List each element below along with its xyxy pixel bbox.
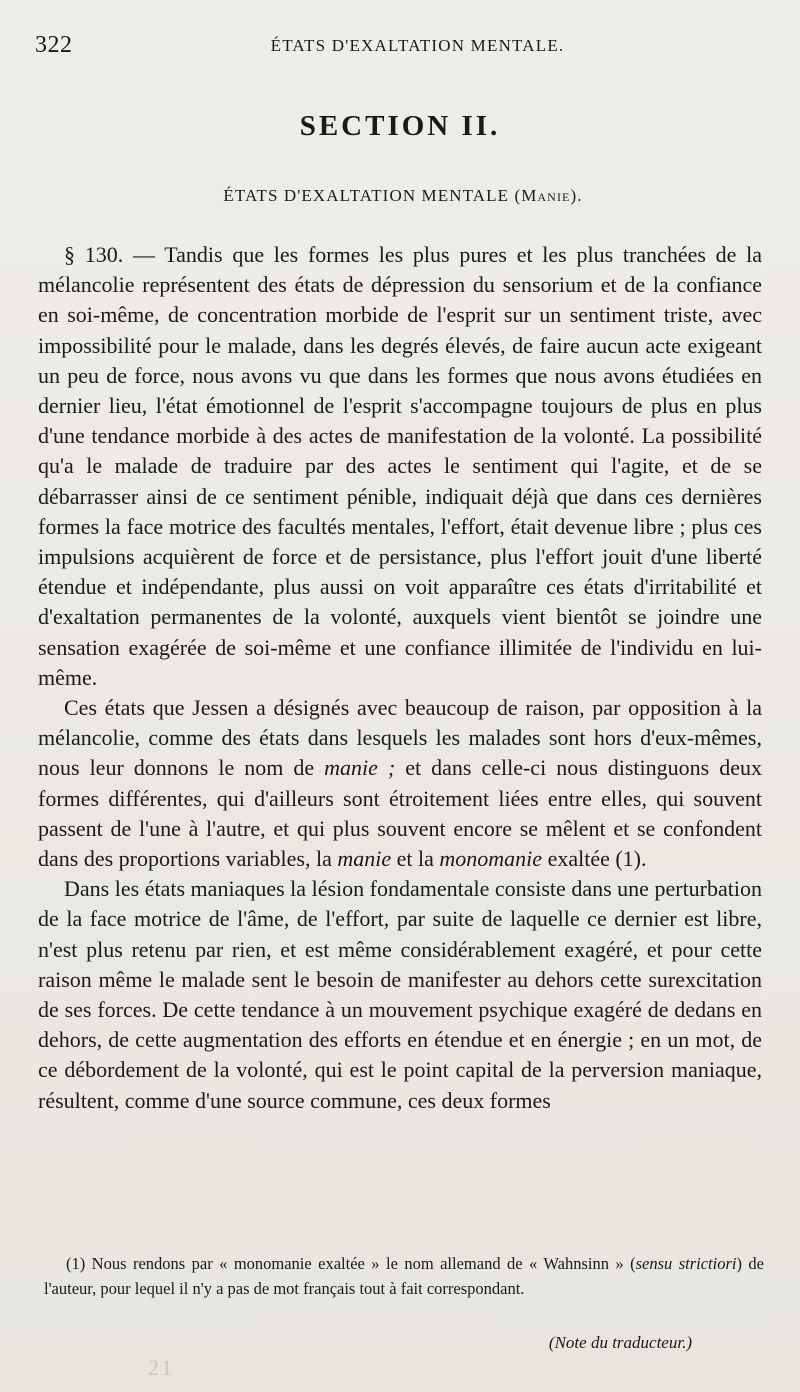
body-text: [38, 240, 762, 1116]
text-run: et la: [391, 846, 440, 872]
paragraph: [38, 874, 762, 1116]
text-run: § 130. — Tandis que les formes les plus pures et les plus tranchées de la mélancolie représentent des états de dépression du sensorium et de la confiance en soi-même, de concentration morbide de l'esprit sur un sentiment triste, avec impossibilité pour le malade, dans les degrés élevés, de faire aucun acte exigeant un peu de force, nous avons vu que dans les formes que nous avons étudiées en dernier lieu, l'état émotionnel de l'esprit s'accompagne toujours de plus en plus d'une tendance morbide à des actes de manifestation de la volonté. La possibilité qu'a le malade de traduire par des actes le sentiment qui l'agite, et de se débarrasser ainsi de ce sentiment pénible, indiquait déjà que dans ces dernières formes la face motrice des facultés mentales, l'effort, était devenue libre ; plus ces impulsions acquièrent de force et de persistance, plus l'effort jouit d'une liberté étendue et indépendante, plus aussi on voit apparaître ces états d'irritabilité et d'exaltation permanentes de la volonté, auxquels vient bientôt se joindre une sensation exagérée de soi-même et une confiance illimitée de l'individu en lui-même.: [38, 242, 762, 690]
text-run: Dans les états maniaques la lésion fondamentale consiste dans une perturbation de la face motrice de l'âme, de l'effort, par suite de laquelle ce dernier est libre, n'est plus retenu par rien, et est même considérablement exagéré, et pour cette raison même le malade sent le besoin de manifester au dehors cette surexcitation de ses forces. De cette tendance à un mouvement psychique exagéré de dedans en dehors, de cette augmentation des efforts en étendue et en énergie ; en un mot, de ce débordement de la volonté, qui est le point capital de la perversion maniaque, résultent, comme d'une source commune, ces deux formes: [38, 876, 762, 1113]
translator-note: (Note du traducteur.): [548, 1333, 692, 1352]
section-title: SECTION II.: [299, 110, 501, 142]
italic-run: sensu strictiori: [635, 1254, 737, 1273]
paragraph: [38, 693, 762, 874]
subtitle-smallcaps: Manie: [521, 186, 571, 205]
text-run: Ces états que Jessen a désignés avec beaucoup de raison, par opposition à la mélancolie, comme des états dans lesquels les malades sont hors d'eux-mêmes, nous leur donnons le nom de: [38, 695, 762, 781]
paragraph: [38, 240, 762, 693]
text-run: et dans celle-ci nous distinguons deux formes différentes, qui d'ailleurs sont étroitement liées entre elles, qui souvent passent de l'une à l'autre, et qui plus souvent encore se mêlent et se confondent dans des proportions variables, la: [38, 755, 762, 872]
italic-run: manie: [337, 846, 392, 872]
running-title: ÉTATS D'EXALTATION MENTALE.: [270, 36, 565, 55]
section-subtitle: [0, 186, 800, 206]
text-run: (1) Nous rendons par « monomanie exaltée » le nom allemand de « Wahnsinn » (: [66, 1254, 636, 1273]
footnote-text: [44, 1251, 764, 1301]
subtitle-end: ).: [570, 186, 583, 205]
page-header: [35, 32, 760, 62]
subtitle-main: ÉTATS D'EXALTATION MENTALE (: [223, 186, 522, 205]
text-run: exaltée (1).: [542, 846, 647, 872]
signature-mark: 21: [148, 1355, 174, 1380]
italic-run: monomanie: [439, 846, 543, 872]
italic-run: manie ;: [324, 755, 396, 781]
page-number: 322: [35, 32, 73, 58]
text-run: ) de l'auteur, pour lequel il n'y a pas de mot français tout à fait correspondant.: [44, 1254, 765, 1298]
footnote: [44, 1251, 764, 1301]
